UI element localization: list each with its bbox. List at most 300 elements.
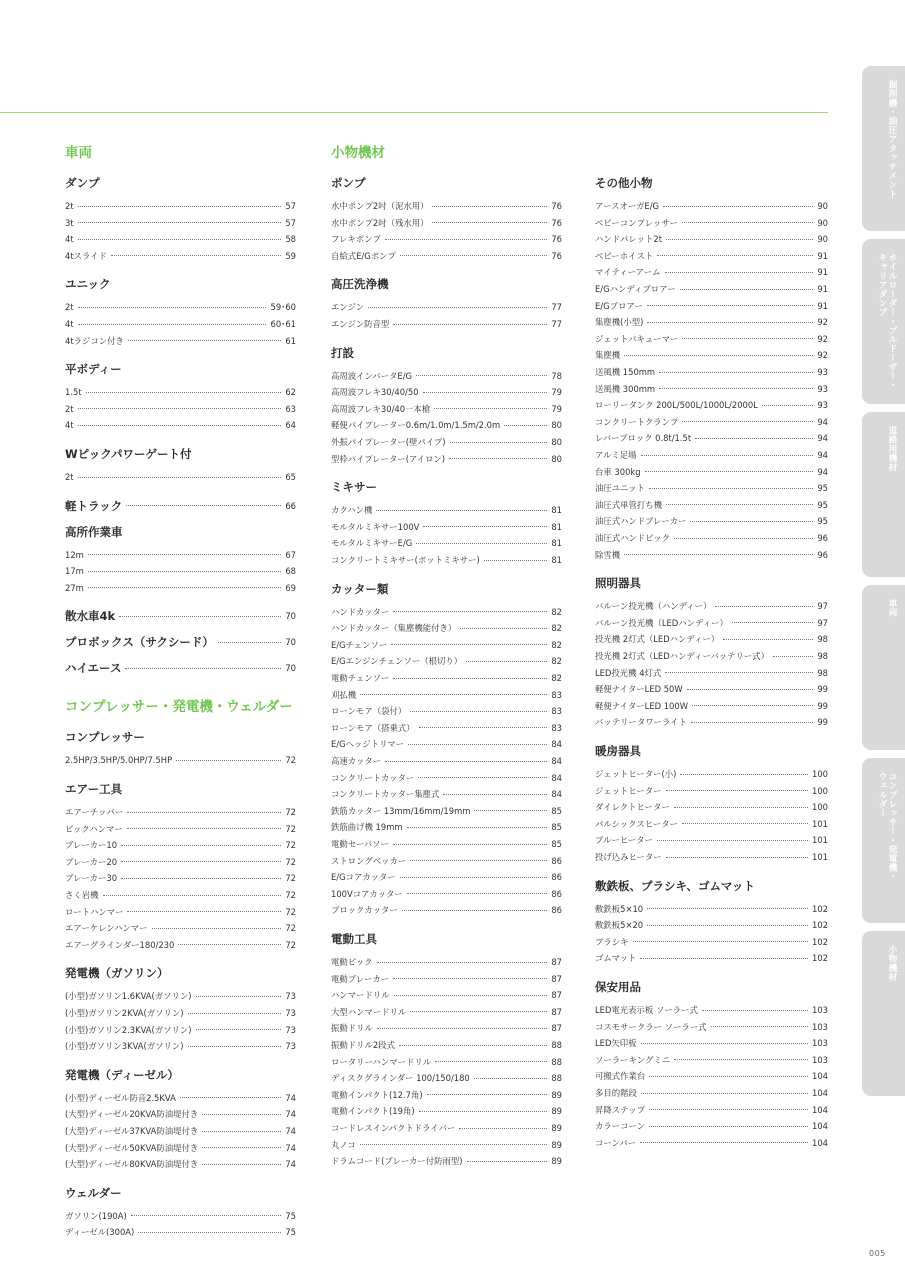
toc-entry[interactable] — [595, 449, 828, 461]
toc-entry[interactable] — [331, 1089, 562, 1101]
toc-entry[interactable] — [595, 801, 828, 813]
toc-entry[interactable] — [331, 537, 562, 549]
toc-entry-page: 103 — [812, 1005, 828, 1015]
dot-leader — [408, 744, 547, 745]
dot-leader — [78, 324, 267, 325]
toc-entry[interactable] — [65, 1158, 296, 1170]
toc-entry[interactable] — [65, 217, 296, 229]
toc-entry[interactable] — [595, 818, 828, 830]
toc-entry-label: E/Gブロアー — [595, 300, 643, 311]
toc-entry[interactable] — [595, 667, 828, 679]
toc-entry[interactable] — [331, 855, 562, 867]
dot-leader — [665, 272, 814, 273]
toc-entry[interactable] — [65, 419, 296, 431]
dot-leader — [434, 408, 547, 409]
toc-entry[interactable] — [331, 436, 562, 448]
toc-entry[interactable] — [331, 1006, 562, 1018]
toc-entry-page: 88 — [551, 1056, 562, 1067]
toc-entry[interactable] — [65, 806, 296, 818]
toc-entry-label: ブルーヒーター — [595, 835, 653, 846]
dot-leader — [196, 1029, 282, 1030]
dot-leader — [376, 510, 547, 511]
toc-entry-page: 95 — [817, 483, 828, 494]
toc-entry[interactable] — [65, 471, 296, 483]
toc-entry-label: LED電光表示板 ソーラー式 — [595, 1005, 698, 1015]
toc-entry[interactable] — [595, 1104, 828, 1116]
toc-entry[interactable] — [331, 403, 562, 415]
toc-entry-label: 2t — [65, 472, 74, 482]
toc-entry[interactable] — [65, 386, 296, 398]
toc-entry-label: E/Gヘッジトリマー — [331, 739, 405, 750]
toc-entry[interactable] — [331, 973, 562, 985]
toc-entry[interactable] — [331, 233, 562, 245]
dot-leader — [682, 823, 808, 824]
toc-entry[interactable] — [595, 432, 828, 444]
dot-leader — [119, 616, 281, 617]
dot-leader — [702, 1010, 808, 1011]
toc-entry-page: 68 — [285, 566, 296, 577]
toc-entry-page: 72 — [285, 807, 296, 817]
toc-entry-page: 79 — [551, 403, 562, 414]
toc-entry-page: 62 — [285, 387, 296, 398]
toc-entry[interactable] — [595, 903, 828, 915]
dot-leader — [218, 642, 281, 643]
dot-leader — [88, 587, 282, 588]
index-tab[interactable] — [862, 758, 905, 923]
dot-leader — [393, 978, 547, 979]
section-heading: 発電機（ディーゼル） — [65, 1067, 179, 1082]
toc-entry-page: 83 — [551, 689, 562, 700]
toc-entry[interactable] — [331, 788, 562, 800]
toc-entry-page: 63 — [285, 403, 296, 414]
dot-leader — [432, 206, 547, 207]
toc-entry-label: ブレーカー20 — [65, 856, 118, 867]
toc-entry[interactable] — [595, 300, 828, 312]
dot-leader — [641, 455, 814, 456]
toc-column-3 — [595, 0, 828, 1280]
toc-entry[interactable] — [595, 466, 828, 478]
toc-entry-page: 72 — [285, 856, 296, 867]
toc-entry[interactable] — [595, 482, 828, 494]
toc-entry[interactable] — [595, 316, 828, 328]
toc-entry[interactable] — [331, 217, 562, 229]
toc-entry-label: 4t — [65, 319, 74, 329]
dot-leader — [645, 471, 814, 472]
section-heading: カッター類 — [331, 581, 389, 596]
toc-entry[interactable] — [65, 922, 296, 934]
toc-entry-major[interactable] — [65, 661, 296, 675]
toc-entry[interactable] — [331, 318, 562, 330]
toc-entry[interactable] — [595, 416, 828, 428]
toc-entry-label: ハンドカッター — [331, 606, 390, 617]
section-heading: 敷鉄板、プラシキ、ゴムマット — [595, 878, 755, 893]
toc-entry[interactable] — [595, 1054, 828, 1066]
toc-entry[interactable] — [331, 705, 562, 717]
dot-leader — [663, 206, 813, 207]
toc-entry-page: 70 — [285, 611, 296, 622]
toc-entry-page: 81 — [551, 538, 562, 549]
toc-entry[interactable] — [331, 622, 562, 634]
toc-entry-page: 91 — [817, 267, 828, 278]
dot-leader — [674, 807, 808, 808]
toc-entry[interactable] — [65, 1092, 296, 1104]
toc-entry-label: 電動インパクト(12.7角) — [331, 1089, 423, 1100]
toc-entry[interactable] — [331, 200, 562, 212]
toc-entry[interactable] — [595, 633, 828, 645]
toc-entry[interactable] — [65, 1125, 296, 1137]
dot-leader — [624, 554, 813, 555]
toc-entry-label: 刈払機 — [331, 689, 357, 700]
section-heading: ウェルダー — [65, 1185, 122, 1200]
toc-entry-label: 可搬式作業台 — [595, 1071, 646, 1082]
toc-entry-page: 72 — [285, 873, 296, 884]
dot-leader — [188, 1046, 282, 1047]
toc-entry-page: 78 — [551, 370, 562, 381]
toc-entry-label: (小型)ガソリン2KVA(ガソリン) — [65, 1008, 184, 1018]
toc-entry[interactable] — [595, 851, 828, 863]
toc-entry[interactable] — [595, 936, 828, 948]
toc-entry-page: 102 — [812, 953, 828, 964]
dot-leader — [665, 672, 813, 673]
toc-entry[interactable] — [65, 856, 296, 868]
toc-entry[interactable] — [65, 200, 296, 212]
dot-leader — [111, 255, 281, 256]
toc-entry[interactable] — [331, 871, 562, 883]
toc-entry[interactable] — [595, 250, 828, 262]
toc-entry[interactable] — [65, 1024, 296, 1036]
dot-leader — [360, 1144, 548, 1145]
toc-entry-major[interactable] — [65, 635, 296, 649]
index-tab[interactable] — [862, 239, 905, 404]
toc-entry[interactable] — [331, 453, 562, 465]
dot-leader — [202, 1147, 281, 1148]
dot-leader — [649, 488, 813, 489]
toc-entry-label: ディスクグラインダー 100/150/180 — [331, 1073, 470, 1084]
toc-entry-label: エンジン防音型 — [331, 319, 390, 329]
toc-entry[interactable] — [595, 499, 828, 511]
dot-leader — [126, 505, 281, 506]
toc-entry-page: 74 — [285, 1159, 296, 1170]
toc-entry[interactable] — [595, 399, 828, 411]
toc-entry[interactable] — [65, 549, 296, 561]
toc-entry-label: アルミ足場 — [595, 450, 637, 460]
toc-entry[interactable] — [331, 1105, 562, 1117]
toc-entry-label: 油圧式単管打ち機 — [595, 499, 662, 510]
toc-entry[interactable] — [595, 1120, 828, 1132]
toc-entry[interactable] — [65, 1226, 296, 1238]
index-tab-label-line: ウェルダー — [877, 772, 887, 818]
toc-entry[interactable] — [331, 521, 562, 533]
toc-entry[interactable] — [331, 989, 562, 1001]
toc-entry-label: プラシキ — [595, 936, 629, 947]
dot-leader — [394, 995, 548, 996]
toc-entry-page: 90 — [817, 217, 828, 228]
section-heading: ダンプ — [65, 176, 100, 190]
toc-entry-page: 87 — [551, 957, 562, 967]
dot-leader — [423, 392, 548, 393]
toc-entry-label: ロートハンマー — [65, 906, 124, 917]
toc-entry-page: 70 — [285, 663, 296, 674]
toc-entry-label: 集塵機(小型) — [595, 317, 644, 328]
dot-leader — [127, 812, 281, 813]
toc-entry-label: ハンドカッター（集塵機能付き） — [331, 623, 457, 634]
toc-entry-page: 89 — [551, 1106, 562, 1117]
toc-entry-page: 89 — [551, 1123, 562, 1133]
toc-entry-label: 油圧ユニット — [595, 483, 645, 494]
toc-entry-page: 94 — [817, 450, 828, 460]
toc-entry[interactable] — [595, 683, 828, 695]
toc-entry[interactable] — [65, 872, 296, 884]
dot-leader — [131, 1215, 282, 1216]
toc-entry[interactable] — [65, 1210, 296, 1222]
toc-entry[interactable] — [595, 834, 828, 846]
dot-leader — [666, 504, 813, 505]
toc-entry[interactable] — [331, 1039, 562, 1051]
toc-entry-label: 丸ノコ — [331, 1139, 356, 1150]
toc-entry[interactable] — [331, 250, 562, 262]
dot-leader — [127, 911, 281, 912]
toc-entry[interactable] — [331, 1072, 562, 1084]
toc-entry-page: 80 — [551, 420, 562, 431]
toc-entry-page: 95 — [817, 499, 828, 510]
toc-entry-label: ジェットヒーター(小) — [595, 769, 677, 779]
toc-entry-label: 軽便ナイターLED 50W — [595, 684, 683, 695]
toc-entry-page: 93 — [817, 400, 828, 411]
toc-entry[interactable] — [331, 655, 562, 667]
toc-entry-label: パルシックスヒーター — [595, 818, 678, 829]
index-tab[interactable] — [862, 931, 905, 1096]
toc-entry[interactable] — [65, 990, 296, 1002]
dot-leader — [78, 408, 282, 409]
index-tab[interactable] — [862, 66, 905, 231]
toc-entry[interactable] — [65, 250, 296, 262]
toc-entry[interactable] — [331, 370, 562, 382]
toc-entry-label: 軽トラック — [65, 498, 123, 513]
toc-entry-label: 高周波フレキ30/40一本槍 — [331, 403, 431, 414]
toc-entry[interactable] — [595, 768, 828, 780]
toc-entry[interactable] — [331, 672, 562, 684]
dot-leader — [419, 727, 548, 728]
toc-entry[interactable] — [595, 532, 828, 544]
toc-entry[interactable] — [331, 1056, 562, 1068]
toc-entry[interactable] — [65, 318, 296, 330]
toc-entry-page: 61 — [285, 335, 296, 346]
dot-leader — [723, 639, 813, 640]
toc-column-1 — [65, 0, 296, 1280]
toc-entry-page: 67 — [285, 549, 296, 560]
toc-entry[interactable] — [595, 1004, 828, 1016]
toc-entry[interactable] — [331, 554, 562, 566]
toc-entry[interactable] — [595, 919, 828, 931]
toc-entry-label: モルタルミキサーE/G — [331, 538, 413, 549]
toc-entry-page: 100 — [812, 785, 828, 796]
section-heading: ポンプ — [331, 176, 366, 190]
toc-entry[interactable] — [595, 200, 828, 212]
toc-entry[interactable] — [331, 689, 562, 701]
toc-entry[interactable] — [65, 754, 296, 766]
toc-entry[interactable] — [65, 582, 296, 594]
toc-entry[interactable] — [65, 335, 296, 347]
toc-entry-page: 102 — [812, 920, 828, 931]
toc-entry[interactable] — [65, 939, 296, 951]
dot-leader — [78, 239, 282, 240]
dot-leader — [125, 668, 281, 669]
toc-entry-label: (小型)ガソリン1.6KVA(ガソリン) — [65, 991, 192, 1002]
dot-leader — [188, 1013, 282, 1014]
toc-entry[interactable] — [331, 772, 562, 784]
toc-entry[interactable] — [65, 301, 296, 313]
dot-leader — [647, 305, 813, 306]
toc-entry[interactable] — [331, 1139, 562, 1151]
toc-entry-page: 87 — [551, 973, 562, 984]
toc-entry[interactable] — [331, 1022, 562, 1034]
toc-entry-page: 84 — [551, 756, 562, 766]
dot-leader — [78, 307, 267, 308]
category-heading: 車両 — [65, 145, 92, 161]
toc-entry[interactable] — [595, 700, 828, 712]
toc-entry[interactable] — [331, 722, 562, 734]
index-tab[interactable] — [862, 585, 905, 750]
dot-leader — [368, 307, 547, 308]
toc-entry[interactable] — [331, 1155, 562, 1167]
toc-entry[interactable] — [65, 1040, 296, 1052]
toc-entry-page: 76 — [551, 250, 562, 261]
toc-entry[interactable] — [331, 301, 562, 313]
toc-entry-page: 70 — [285, 637, 296, 648]
toc-entry[interactable] — [595, 1137, 828, 1149]
toc-entry-page: 96 — [817, 549, 828, 560]
toc-entry[interactable] — [595, 952, 828, 964]
toc-entry-page: 80 — [551, 453, 562, 464]
dot-leader — [176, 760, 281, 761]
toc-entry-page: 57 — [285, 201, 296, 211]
dot-leader — [400, 255, 547, 256]
toc-entry[interactable] — [331, 755, 562, 767]
dot-leader — [128, 340, 281, 341]
toc-entry[interactable] — [331, 606, 562, 618]
dot-leader — [692, 705, 813, 706]
toc-entry[interactable] — [331, 639, 562, 651]
toc-entry-label: 投げ込みヒーター — [595, 852, 662, 862]
toc-entry[interactable] — [331, 838, 562, 850]
section-heading: Wピックパワーゲート付 — [65, 447, 192, 461]
toc-entry-page: 76 — [551, 234, 562, 245]
toc-entry-page: 98 — [817, 634, 828, 645]
section-heading: 暖房器具 — [595, 744, 641, 758]
toc-entry-page: 87 — [551, 1023, 562, 1034]
toc-entry[interactable] — [595, 617, 828, 629]
toc-entry[interactable] — [595, 366, 828, 378]
toc-entry[interactable] — [331, 386, 562, 398]
toc-entry-label: 敷鉄板5×10 — [595, 903, 644, 914]
index-tab-label — [870, 253, 897, 390]
toc-entry[interactable] — [331, 956, 562, 968]
toc-entry[interactable] — [331, 419, 562, 431]
toc-entry[interactable] — [595, 1087, 828, 1099]
toc-entry[interactable] — [331, 738, 562, 750]
dot-leader — [418, 777, 547, 778]
toc-entry[interactable] — [65, 565, 296, 577]
toc-entry[interactable] — [595, 266, 828, 278]
toc-entry-page: 65 — [285, 472, 296, 482]
toc-entry-label: 2t — [65, 302, 74, 313]
toc-entry[interactable] — [65, 823, 296, 835]
toc-entry[interactable] — [595, 217, 828, 229]
toc-entry-label: 軽便パイプレーター0.6m/1.0m/1.5m/2.0m — [331, 420, 501, 431]
toc-entry-label: ローンモア（搭乗式） — [331, 722, 415, 733]
toc-entry[interactable] — [595, 1037, 828, 1049]
index-tab[interactable] — [862, 412, 905, 577]
toc-entry-label: ハイエース — [65, 661, 122, 676]
toc-entry[interactable] — [65, 1108, 296, 1120]
toc-entry-page: 76 — [551, 201, 562, 211]
toc-entry-label: 27m — [65, 582, 84, 593]
toc-entry-page: 93 — [817, 367, 828, 377]
toc-entry-label: ドラムコード(ブレーカー付防雨型) — [331, 1156, 463, 1167]
toc-entry-label: プロボックス（サクシード） — [65, 635, 214, 650]
toc-entry[interactable] — [65, 889, 296, 901]
toc-entry[interactable] — [65, 1142, 296, 1154]
section-heading: その他小物 — [595, 176, 653, 190]
toc-entry[interactable] — [595, 349, 828, 361]
toc-entry[interactable] — [331, 821, 562, 833]
toc-entry[interactable] — [331, 504, 562, 516]
toc-entry[interactable] — [65, 403, 296, 415]
toc-entry-label: ブレーカー30 — [65, 873, 118, 884]
toc-entry[interactable] — [595, 600, 828, 612]
toc-entry[interactable] — [65, 839, 296, 851]
dot-leader — [474, 810, 547, 811]
toc-entry-label: ハンドパレット2t — [595, 234, 662, 245]
toc-entry-major[interactable] — [65, 609, 296, 623]
toc-entry-page: 91 — [817, 250, 828, 261]
toc-entry[interactable] — [595, 283, 828, 295]
toc-entry-label: コンクリートカッター — [331, 772, 415, 783]
section-heading: ミキサー — [331, 480, 377, 495]
dot-leader — [385, 239, 547, 240]
dot-leader — [680, 289, 814, 290]
toc-entry[interactable] — [595, 383, 828, 395]
toc-entry[interactable] — [65, 1007, 296, 1019]
toc-entry-page: 82 — [551, 639, 562, 650]
toc-entry[interactable] — [65, 233, 296, 245]
toc-entry[interactable] — [595, 1070, 828, 1082]
toc-entry-label: 電動ブレーカー — [331, 973, 390, 984]
toc-entry[interactable] — [595, 650, 828, 662]
toc-entry-major[interactable] — [65, 499, 296, 513]
toc-entry[interactable] — [595, 1021, 828, 1033]
toc-entry-label: 昇降ステップ — [595, 1104, 646, 1115]
dot-leader — [393, 611, 547, 612]
section-heading: 平ボディー — [65, 362, 122, 377]
dot-leader — [624, 355, 813, 356]
toc-entry[interactable] — [65, 906, 296, 918]
toc-entry-page: 88 — [551, 1073, 562, 1084]
toc-entry[interactable] — [595, 515, 828, 527]
dot-leader — [466, 661, 547, 662]
toc-entry[interactable] — [331, 888, 562, 900]
toc-entry[interactable] — [595, 233, 828, 245]
toc-entry[interactable] — [595, 716, 828, 728]
toc-entry[interactable] — [595, 785, 828, 797]
toc-entry[interactable] — [595, 549, 828, 561]
toc-entry[interactable] — [331, 904, 562, 916]
toc-entry-label: 電動セーバソー — [331, 839, 389, 849]
toc-entry[interactable] — [331, 805, 562, 817]
toc-entry[interactable] — [595, 333, 828, 345]
dot-leader — [633, 941, 809, 942]
toc-entry[interactable] — [331, 1122, 562, 1134]
